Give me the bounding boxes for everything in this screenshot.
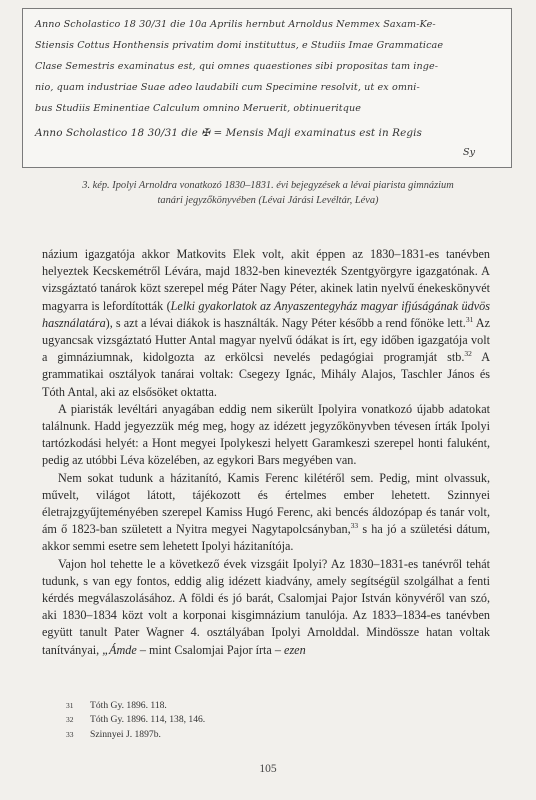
manuscript-line: Clase Semestris examinatus est, qui omnes quaestiones sibi propositas tam inge- bbox=[35, 61, 439, 72]
footnote-text: Szinnyei J. 1897b. bbox=[90, 728, 161, 740]
quote-text: „Ámde bbox=[102, 642, 137, 657]
caption-line-2: tanári jegyzőkönyvében (Lévai Járási Levéltár, Léva) bbox=[157, 195, 379, 206]
footnote-text: Tóth Gy. 1896. 118. bbox=[90, 700, 167, 711]
figure-caption bbox=[40, 178, 496, 208]
text-run: Az ugyancsak vizsgáztató Hutter Antal magyar nyelvű ódákat is írt, egy időben igazgatója volt a gimnáziumnak, kidolgozta az erkölcsi nevelés pedagógiai programját stb. bbox=[42, 315, 490, 365]
text-run: názium igazgatója akkor Matkovits Elek volt, akit éppen az 1830–1831-es tanévben helyeztek Kecskemétről Lévára, majd 1832-ben kinevezték Szentgyörgyre igazgatónak. A vizsgáztató tanárok közt szerepel még Páter Nagy Péter, akinek latin nyelvű énekeskönyvét magyarra is lefordították ( bbox=[42, 247, 490, 313]
text-run: s ha jó a születési dátum, akkor semmi esetre sem lehetett Ipolyi házitanítója. bbox=[42, 522, 490, 554]
footnote-ref: 33 bbox=[350, 521, 359, 531]
book-title: Lelki gyakorlatok az Anyaszentegyház magyar ifjúságának üdvös használatára bbox=[42, 298, 490, 330]
quote-text: ezen bbox=[284, 642, 306, 657]
paragraph: A piaristák levéltári anyagában eddig nem sikerült Ipolyira vonatkozó újabb adatokat találnunk. Hadd jegyezzük még meg, hogy az idézett jegyzőkönyvben tévesen írták Ipolyi tartózkodási helyét: a Hont megyei Ipolykeszi helyett Garamkeszi szerepel honti faluként, pedig az utóbbi Léva közelében, az egykori Bars megyében van. bbox=[42, 401, 490, 468]
footnote-ref: 32 bbox=[464, 349, 472, 359]
manuscript-line: Sy bbox=[463, 147, 476, 158]
paragraph bbox=[42, 556, 490, 659]
footnote-ref: 31 bbox=[465, 314, 474, 324]
footnote bbox=[66, 728, 366, 742]
footnotes bbox=[66, 699, 366, 742]
manuscript-line: Anno Scholastico 18 30/31 die 10a Aprilis hernbut Arnoldus Nemmex Saxam-Ke- bbox=[35, 19, 436, 30]
footnote-number: 32 bbox=[66, 715, 74, 725]
text-run: A grammatikai osztályok tanárai voltak: Csegezy Ignác, Mihály Alajos, Taschler János és Tóth Antal, aki az elsősöket oktatta. bbox=[42, 350, 490, 399]
manuscript-line: Stiensis Cottus Honthensis privatim domi instituttus, e Studiis Imae Grammaticae bbox=[35, 40, 444, 51]
caption-line-1: 3. kép. Ipolyi Arnoldra vonatkozó 1830–1831. évi bejegyzések a lévai piarista gimnázium bbox=[82, 180, 454, 191]
footnote bbox=[66, 713, 366, 727]
footnote-number: 31 bbox=[66, 701, 74, 710]
manuscript-image bbox=[22, 8, 512, 168]
paragraph bbox=[42, 246, 490, 401]
paragraph bbox=[42, 470, 490, 556]
manuscript-line: Anno Scholastico 18 30/31 die ✠ = Mensis Maji examinatus est in Regis bbox=[35, 127, 422, 139]
text-run: Nem sokat tudunk a házitanító, Kamis Ferenc kilétéről sem. Pedig, mint olvassuk, művelt, világot látott, tájékozott és értelmes ember lehetett. Szinnyei életrajzgyűjteményében szerepel Kamiss Hugó Ferenc, aki bencés áldozópap és tanár volt, ám ő 1823-ban született a Nyitra megyei Nagytapolcsányban, bbox=[42, 470, 490, 537]
text-run: – mint Csalomjai Pajor írta – bbox=[136, 642, 285, 657]
page-number: 105 bbox=[259, 763, 277, 775]
text-run: Vajon hol tehette le a következő évek vizsgáit Ipolyi? Az 1830–1831-es tanévről tehát tudunk, s van egy fontos, eddig alig idézett kiadvány, amely segítségül szolgálhat a fenti kérdés megválaszolásához. A földi és jó barát, Csalomjai Pajor István könyvéről van szó, aki 1830–1834 közt volt a korponai kisgimnázium tanulója. Az 1833–1834-es tanévben együtt tanult Pater Wagner 4. osztályában Ipolyi Arnolddal. Mindössze hatan voltak tanítványai, bbox=[42, 556, 490, 657]
footnote-text: Tóth Gy. 1896. 114, 138, 146. bbox=[90, 714, 206, 726]
footnote bbox=[66, 699, 366, 713]
footnote-number: 33 bbox=[66, 729, 74, 739]
text-run: ), s azt a lévai diákok is használták. Nagy Péter később a rend főnöke lett. bbox=[105, 315, 466, 330]
manuscript-line: bus Studiis Eminentiae Calculum omnino Meruerit, obtinueritque bbox=[35, 103, 362, 114]
body-text bbox=[42, 246, 490, 659]
manuscript-line: nio, quam industriae Suae adeo laudabili cum Specimine resolvit, ut ex omni- bbox=[35, 82, 420, 93]
